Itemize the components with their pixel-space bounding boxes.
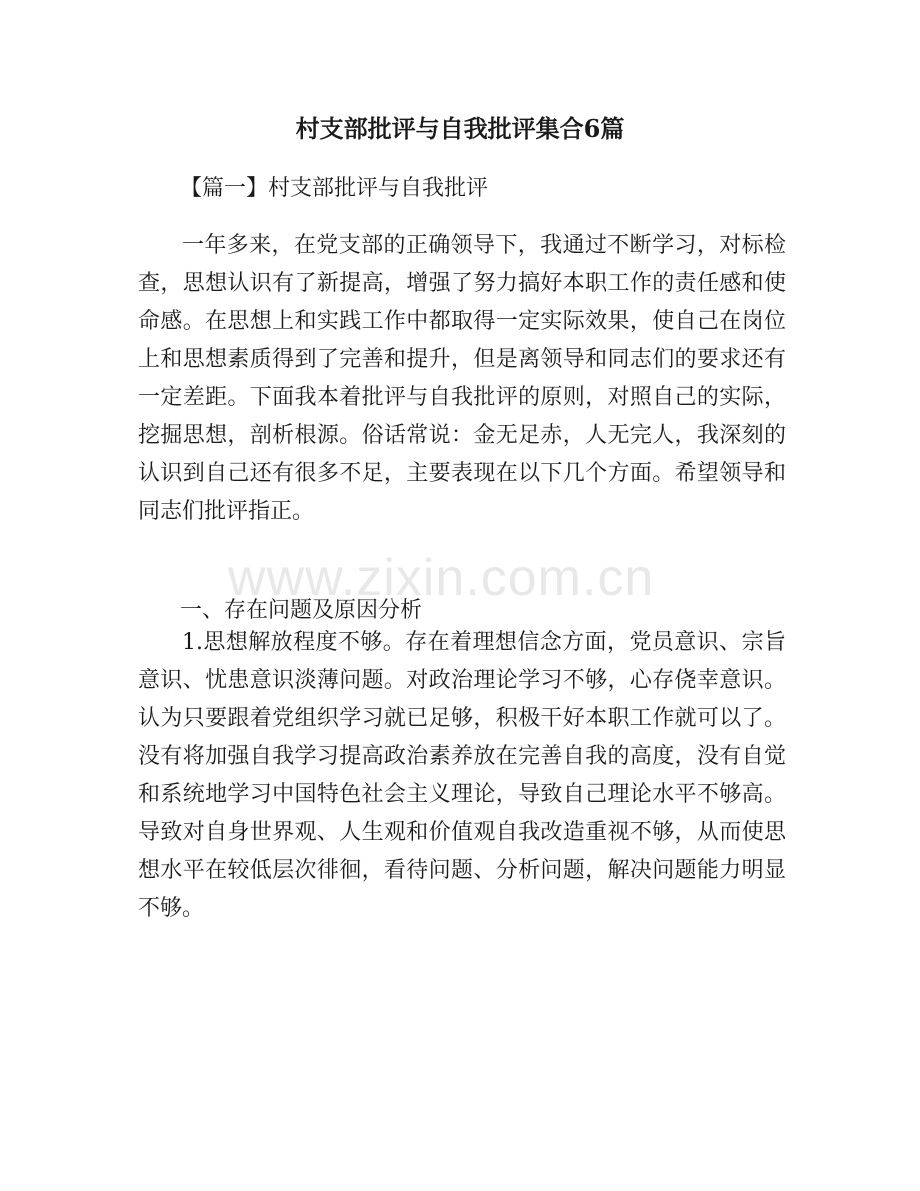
document-title: 村支部批评与自我批评集合6篇 xyxy=(295,114,625,143)
section-heading: 【篇一】村支部批评与自我批评 xyxy=(180,176,489,201)
paragraph-problem-1: 1.思想解放程度不够。存在着理想信念方面，党员意识、宗旨意识、忧患意识淡薄问题。对政治理论学习不够，心存侥幸意识。认为只要跟着党组织学习就已足够，积极干好本职工作就可以了。没有将加强自我学习提高政治素养放在完善自我的高度，没有自觉和系统地学习中国特色社会主义理论，导致自己理论水平不够高。导致对自身世界观、人生观和价值观自我改造重视不够，从而使思想水平在较低层次徘徊，看待问题、分析问题，解决问题能力明显不够。 xyxy=(138,630,786,921)
sub-heading: 一、存在问题及原因分析 xyxy=(180,598,423,623)
paragraph-intro: 一年多来，在党支部的正确领导下，我通过不断学习，对标检查，思想认识有了新提高，增强了努力搞好本职工作的责任感和使命感。在思想上和实践工作中都取得一定实际效果，使自己在岗位上和思想素质得到了完善和提升，但是离领导和同志们的要求还有一定差距。下面我本着批评与自我批评的原则，对照自己的实际，挖掘思想，剖析根源。俗话常说：金无足赤，人无完人，我深刻的认识到自己还有很多不足，主要表现在以下几个方面。希望领导和同志们批评指正。 xyxy=(138,233,786,524)
watermark: www.zixin.com.cn xyxy=(228,549,655,607)
